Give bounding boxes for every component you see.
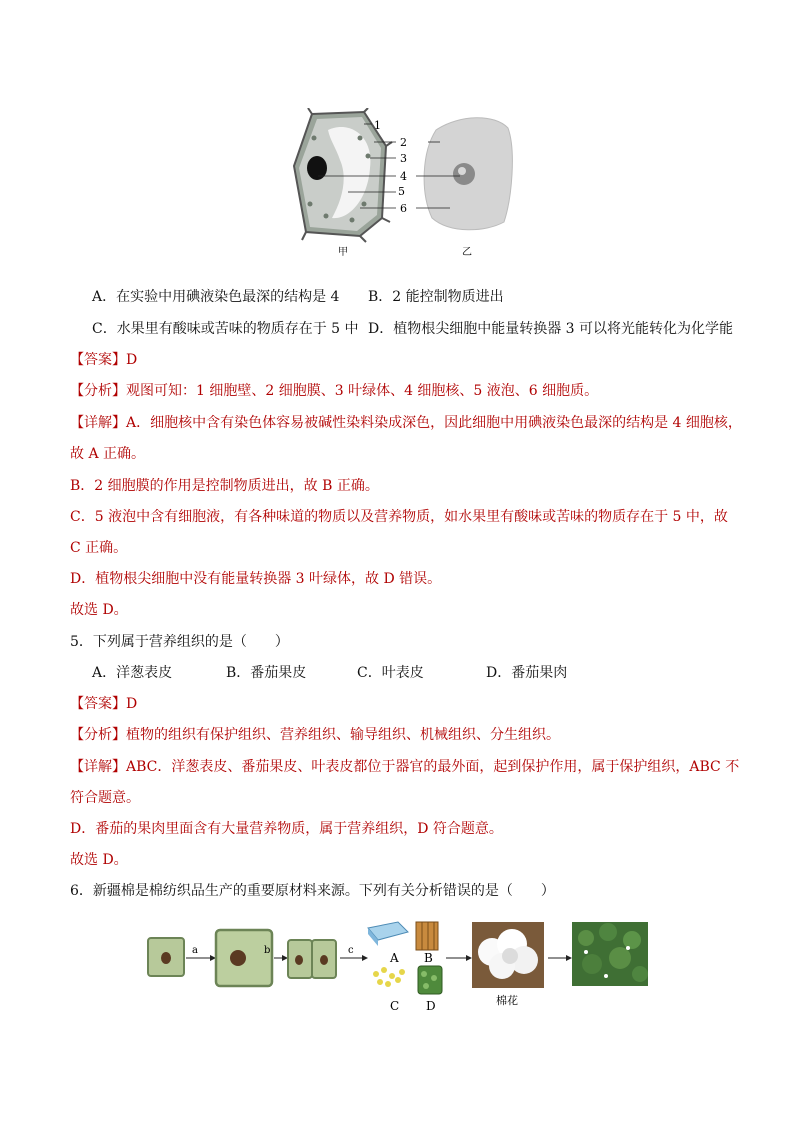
label-3: 3: [400, 152, 407, 165]
tissue-label-d: D: [426, 999, 436, 1013]
cell-diagram-figure: [290, 108, 530, 260]
label-5: 5: [398, 185, 405, 198]
tissue-d: [418, 966, 442, 994]
cotton-label: 棉花: [496, 994, 518, 1007]
detail-text: A．细胞核中含有染色体容易被碱性染料染成深色，因此细胞中用碘液染色最深的结构是 4 细胞核，: [126, 415, 742, 431]
q5-stem: 5．下列属于营养组织的是（ ）: [70, 634, 289, 650]
caption-right: 乙: [462, 247, 472, 258]
tissue-a: [368, 922, 408, 946]
q5-detail-cont: 符合题意。: [70, 790, 140, 806]
q5-analysis: [70, 725, 560, 745]
q6-stem: 6．新疆棉是棉纺织品生产的重要原材料来源。下列有关分析错误的是（ ）: [70, 883, 555, 899]
answer-value: D: [126, 352, 138, 368]
tissue-label-b: B: [424, 951, 433, 965]
q5-option-a: A．洋葱表皮: [92, 665, 173, 681]
q4-detail-b: B．2 细胞膜的作用是控制物质进出，故 B 正确。: [70, 478, 379, 494]
q5-option-b: B．番茄果皮: [226, 665, 307, 681]
caption-left: 甲: [338, 247, 348, 258]
q5-detail-d: D．番茄的果肉里面含有大量营养物质，属于营养组织，D 符合题意。: [70, 821, 503, 837]
q5-conclusion: 故选 D。: [70, 852, 128, 868]
cotton-development-figure: [140, 918, 652, 1016]
answer-tag: 【答案】: [70, 696, 126, 712]
tissue-label-c: C: [390, 999, 400, 1013]
analysis-tag: 【分析】: [70, 383, 126, 399]
analysis-text: 植物的组织有保护组织、营养组织、输导组织、机械组织、分生组织。: [126, 727, 560, 743]
animal-cell: [424, 118, 512, 230]
answer-tag: 【答案】: [70, 352, 126, 368]
q4-detail-a-cont: 故 A 正确。: [70, 446, 146, 462]
answer-value: D: [126, 696, 138, 712]
label-1: 1: [374, 119, 381, 132]
q4-analysis: [70, 381, 598, 401]
cotton-field-photo: [572, 922, 648, 986]
arrow-label-b: b: [264, 945, 271, 956]
single-cell: [148, 938, 184, 976]
q4-detail-d: D．植物根尖细胞中没有能量转换器 3 叶绿体，故 D 错误。: [70, 571, 442, 587]
q4-option-d: D．植物根尖细胞中能量转换器 3 可以将光能转化为化学能: [368, 321, 734, 337]
q4-detail-c-cont: C 正确。: [70, 540, 128, 556]
q5-answer: [70, 694, 137, 714]
tissue-c: [373, 967, 405, 987]
arrow-label-a: a: [192, 945, 198, 956]
detail-tag: 【详解】: [70, 415, 126, 431]
detail-text: ABC．洋葱表皮、番茄果皮、叶表皮都位于器官的最外面，起到保护作用，属于保护组织，ABC 不: [126, 759, 740, 775]
tissue-label-a: A: [390, 951, 399, 965]
enlarged-cell: [216, 930, 272, 986]
q4-answer: [70, 350, 137, 370]
q5-option-c: C．叶表皮: [357, 665, 424, 681]
q4-detail: [70, 413, 742, 433]
q4-option-c: C．水果里有酸味或苦味的物质存在于 5 中: [92, 321, 359, 337]
analysis-tag: 【分析】: [70, 727, 126, 743]
q4-detail-c: C．5 液泡中含有细胞液，有各种味道的物质以及营养物质，如水果里有酸味或苦味的物质存在于 5 中，故: [70, 509, 728, 525]
detail-tag: 【详解】: [70, 759, 126, 775]
q5-option-d: D．番茄果肉: [486, 665, 568, 681]
tissue-b: [416, 922, 438, 950]
cotton-boll-photo: [472, 922, 544, 988]
q5-detail: [70, 757, 739, 777]
label-2: 2: [400, 136, 407, 149]
divided-cells: [288, 940, 336, 978]
label-6: 6: [400, 202, 407, 215]
q4-option-a: A．在实验中用碘液染色最深的结构是 4: [92, 289, 340, 305]
q4-conclusion: 故选 D。: [70, 602, 128, 618]
analysis-text: 观图可知：1 细胞壁、2 细胞膜、3 叶绿体、4 细胞核、5 液泡、6 细胞质。: [126, 383, 599, 399]
arrow-label-c: c: [348, 945, 354, 956]
q4-option-b: B．2 能控制物质进出: [368, 289, 504, 305]
label-4: 4: [400, 170, 407, 183]
